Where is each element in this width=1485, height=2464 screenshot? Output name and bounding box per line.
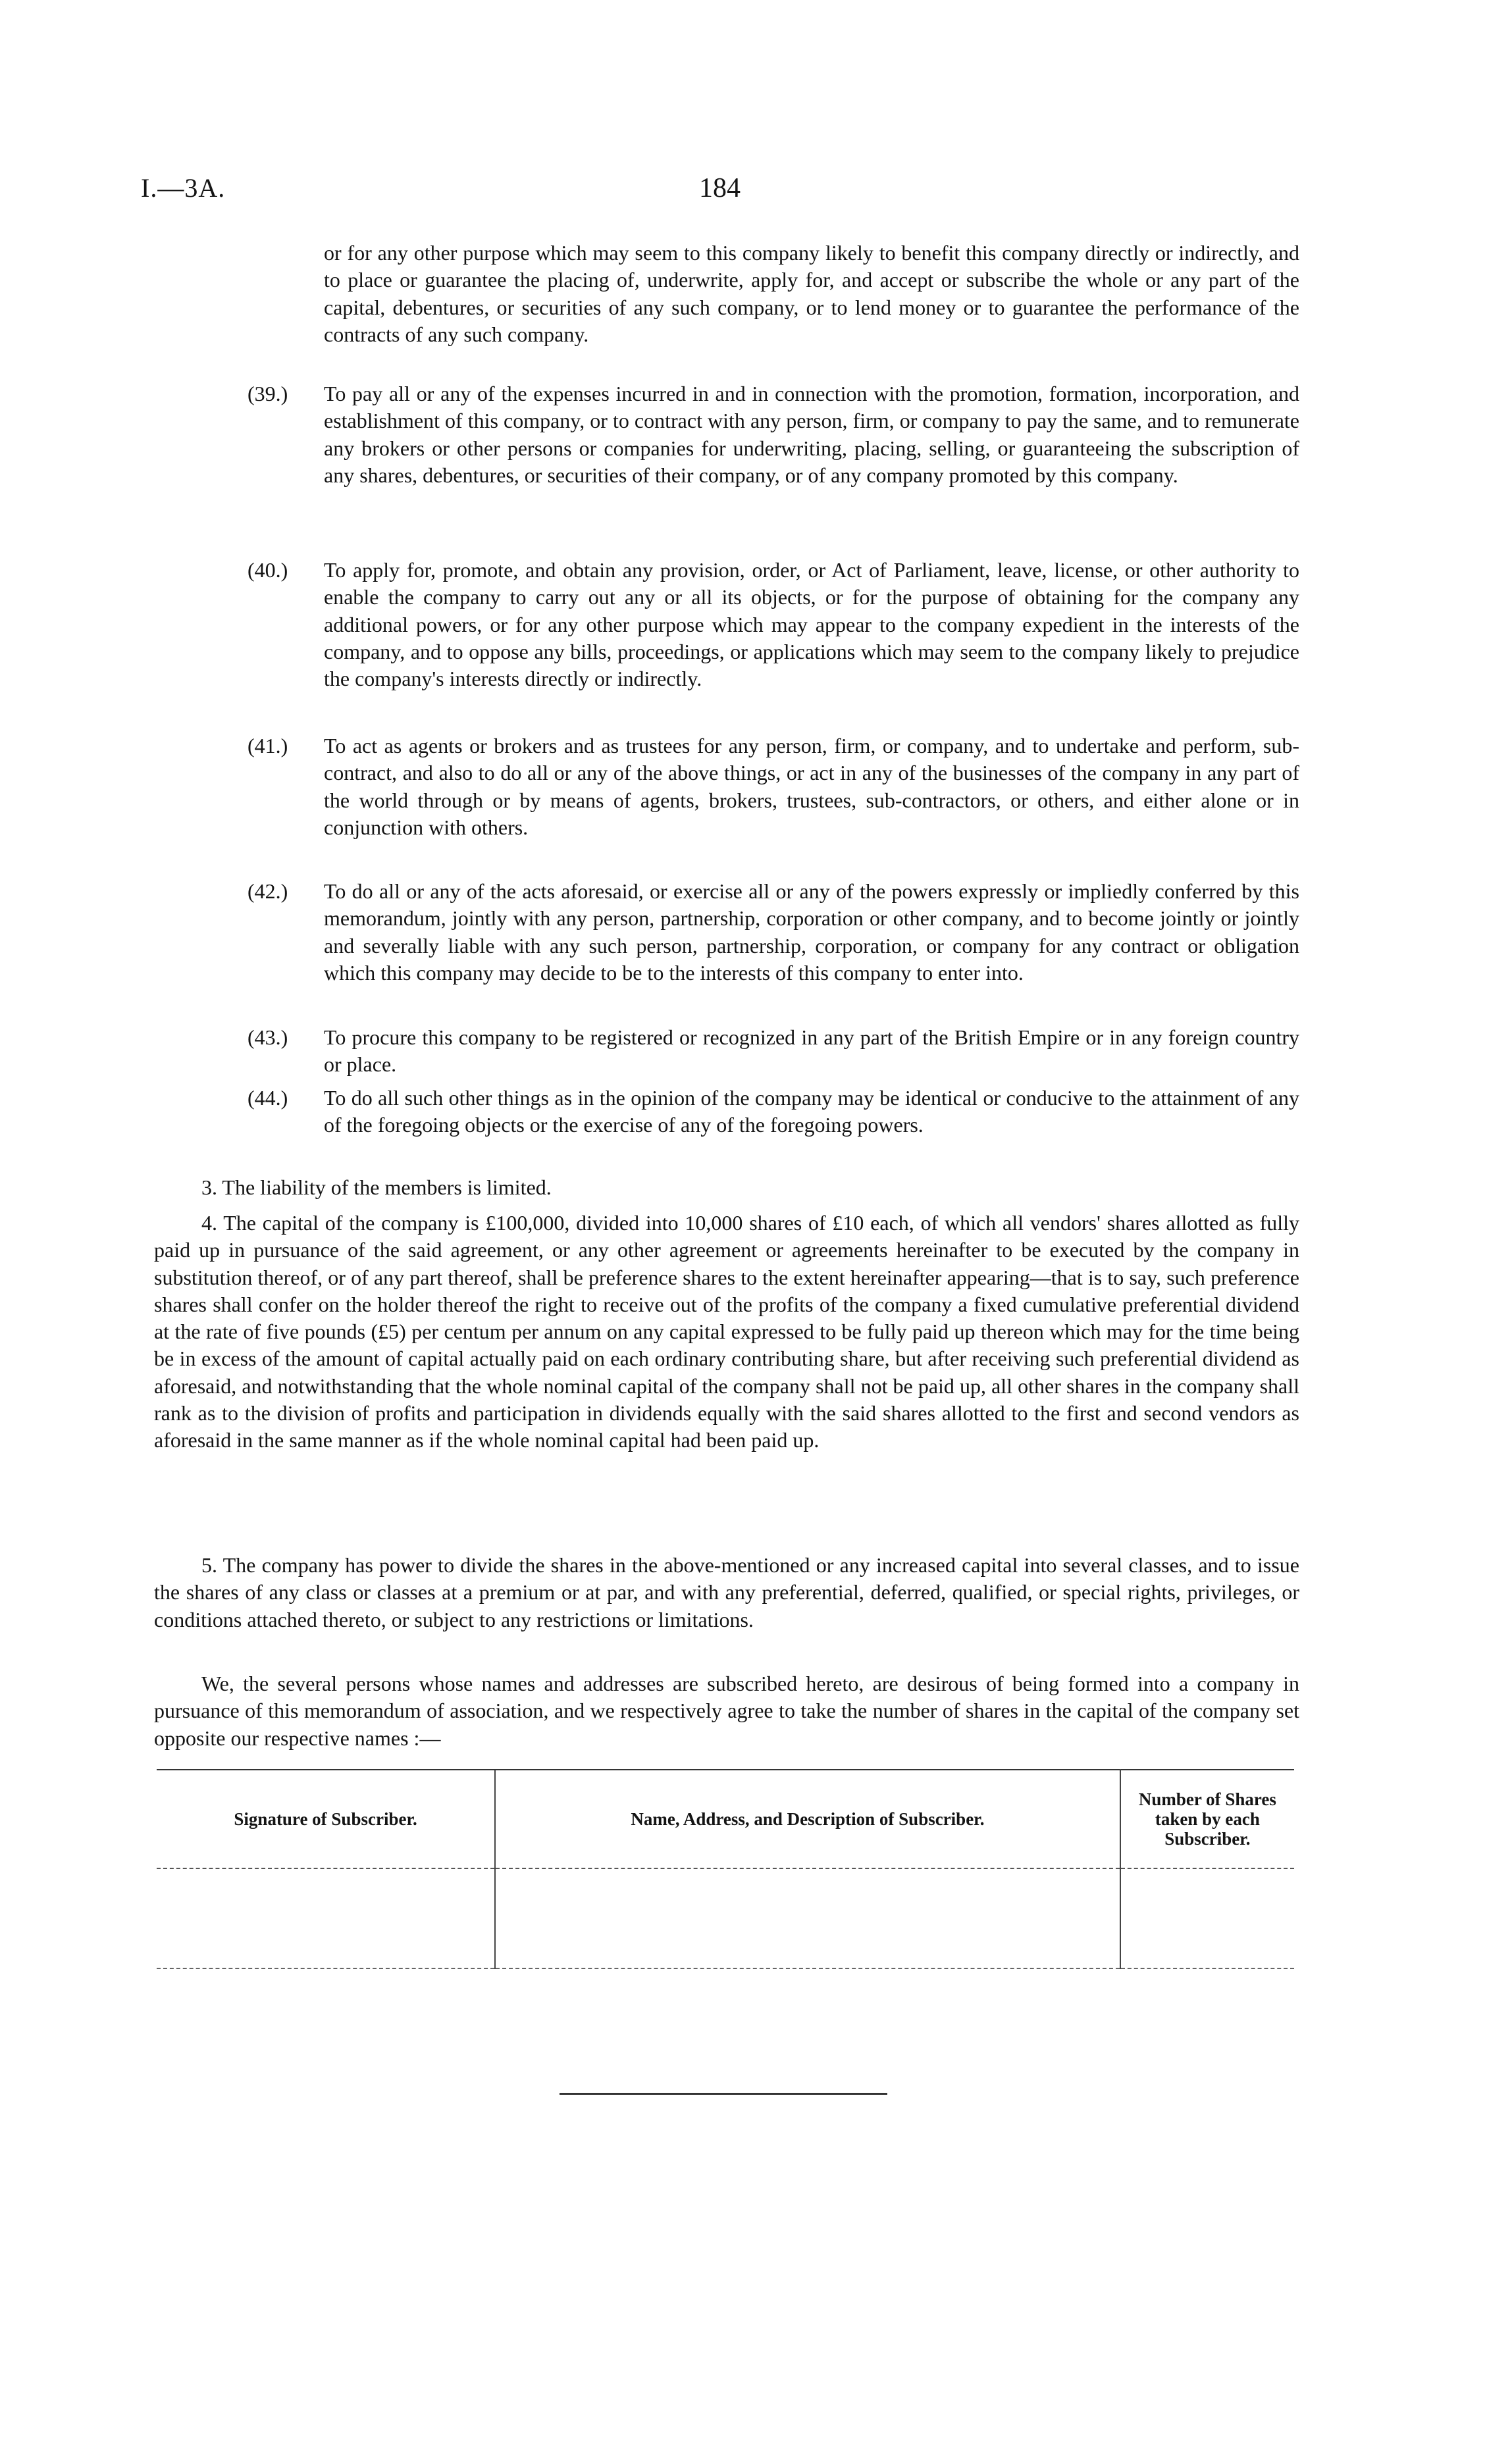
item-text: To do all such other things as in the opinion of the company may be identical or conducive to the attainment of any of the foregoing objects or the exercise of any of the foregoing powers. [324,1086,1299,1137]
table-header-row [157,1770,1294,1868]
list-item [248,878,1299,987]
page-number: 184 [699,173,741,203]
item-number: (41.) [248,734,288,757]
list-item [248,732,1299,841]
signature-cell [157,1868,495,1968]
table-row [157,1868,1294,1968]
item-text: To do all or any of the acts aforesaid, or exercise all or any of the powers expressly or impliedly conferred by this memorandum, jointly with any person, partnership, corporation or other company, and to become jointly or jointly and severally liable with any such person, partnership, corporation, or company for any contract or obligation which this company may decide to be to the interests of this company to enter into. [324,879,1299,985]
clause-4: 4. The capital of the company is £100,000, divided into 10,000 shares of £10 each, of which all vendors' shares allotted as fully paid up in pursuance of the said agreement, or any other agreement or agreements hereinafter to be executed by the company in substitution thereof, or of any part thereof, shall be preference shares to the extent hereinafter appearing—that is to say, such preference shares shall confer on the holder thereof the right to receive out of the profits of the company a fixed cumulative preferential dividend at the rate of five pounds (£5) per centum per annum on any capital expressed to be fully paid up thereon which may for the time being be in excess of the amount of capital actually paid on each ordinary contributing share, but after receiving such preferential dividend as aforesaid, and notwithstanding that the whole nominal capital of the company shall not be paid up, all other shares in the company shall rank as to the division of profits and participation in dividends equally with the said shares allotted to the first and second vendors as aforesaid in the same manner as if the whole nominal capital had been paid up. [154,1211,1299,1452]
column-header-signature: Signature of Subscriber. [157,1770,495,1868]
subscribers-statement: We, the several persons whose names and addresses are subscribed hereto, are desirous of being formed into a company in pursuance of this memorandum of association, and we respectively agree to take the number of shares in the capital of the company set opposite our respective names :— [154,1672,1299,1750]
item-text: To act as agents or brokers and as trustees for any person, firm, or company, and to undertake and perform, sub-contract, and also to do all or any of the above things, or act in any of the businesses of the company in any part of the world through or by means of agents, brokers, trustees, sub-contractors, or others, and either alone or in conjunction with others. [324,734,1299,839]
subscriber-table [157,1769,1294,1969]
list-item [248,1024,1299,1079]
list-item [248,1085,1299,1139]
item-number: (39.) [248,382,288,405]
continuation-paragraph: or for any other purpose which may seem to this company likely to benefit this company directly or indirectly, and to place or guarantee the placing of, underwrite, apply for, and accept or subscribe the whole or any part of the capital, debentures, or securities of any such company, or to lend money or to guarantee the performance of the contracts of any such company. [324,241,1299,346]
document-reference: I.—3A. [141,173,226,203]
clause-5: 5. The company has power to divide the shares in the above-mentioned or any increased capital into several classes, and to issue the shares of any class or classes at a premium or at par, and with any preferential, deferred, qualified, or special rights, privileges, or conditions attached thereto, or subject to any restrictions or limitations. [154,1553,1299,1631]
item-text: To pay all or any of the expenses incurred in and in connection with the promotion, formation, incorporation, and establishment of this company, or to contract with any person, firm, or company to pay the same, and to remunerate any brokers or other persons or companies for underwriting, placing, selling, or guaranteeing the subscription of any shares, debentures, or securities of their company, or of any company promoted by this company. [324,382,1299,487]
clause-3: 3. The liability of the members is limited. [201,1175,552,1199]
closing-rule [560,2093,887,2095]
shares-cell [1120,1868,1294,1968]
item-text: To procure this company to be registered or recognized in any part of the British Empire or in any foreign country or place. [324,1025,1299,1077]
item-number: (43.) [248,1025,288,1049]
item-number: (42.) [248,879,288,903]
name-address-cell [495,1868,1120,1968]
list-item [248,557,1299,692]
item-text: To apply for, promote, and obtain any provision, order, or Act of Parliament, leave, license, or other authority to enable the company to carry out any or all its objects, or for the purpose of obtaining for the company any additional powers, or for any other purpose which may appear to the company expedient in the interests of the company, and to oppose any bills, proceedings, or applications which may seem to the company likely to prejudice the company's interests directly or indirectly. [324,558,1299,691]
column-header-shares: Number of Shares taken by each Subscriber. [1120,1770,1294,1868]
column-header-name-address: Name, Address, and Description of Subscriber. [495,1770,1120,1868]
item-number: (40.) [248,558,288,582]
list-item [248,380,1299,489]
item-number: (44.) [248,1086,288,1110]
